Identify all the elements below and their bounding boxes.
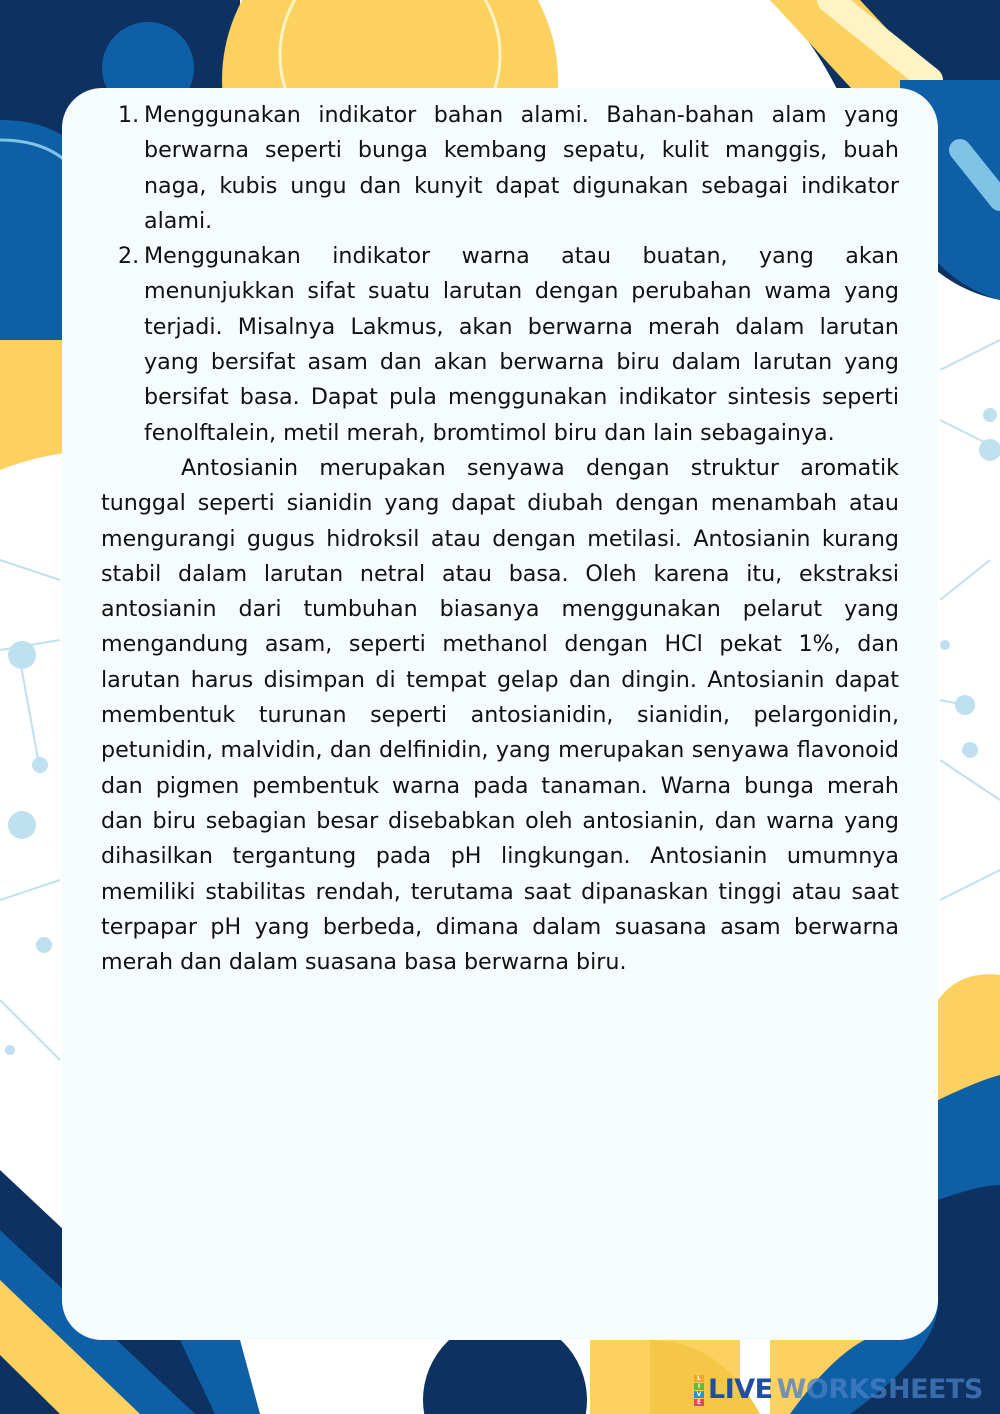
watermark-live: LIVE [708,1374,773,1405]
liveworksheets-watermark [694,1374,983,1406]
list-number: 1. [118,102,140,128]
list-number: 2. [118,243,140,270]
list-item [101,98,899,239]
document-body [101,98,899,980]
antosianin-paragraph: Antosianin merupakan senyawa dengan struktur aromatik tunggal seperti sianidin yang dapat diubah dengan menambah atau mengurangi gugus hidroksil atau dengan metilasi. Antosianin kurang stabil dalam larutan netral atau basa. Oleh karena itu, ekstraksi antosianin dari tumbuhan biasanya menggunakan pelarut yang mengandung asam, seperti methanol dengan HCl pekat 1%, dan larutan harus disimpan di tempat gelap dan dingin. Antosianin dapat membentuk turunan seperti antosianidin, sianidin, pelargonidin, petunidin, malvidin, dan delfinidin, yang merupakan senyawa flavonoid dan pigmen pembentuk warna pada tanaman. Warna bunga merah dan biru sebagian besar disebabkan oleh antosianin, dan warna yang dihasilkan tergantung pada pH lingkungan. Antosianin umumnya memiliki stabilitas rendah, terutama saat dipanaskan tinggi atau saat terpapar pH yang berbeda, dimana dalam suasana asam berwarna merah dan dalam suasana basa berwarna biru. [101,454,899,976]
list-item [101,239,899,451]
watermark-worksheets: WORKSHEETS [776,1374,983,1405]
indicator-list [101,98,899,451]
list-text: Menggunakan indikator bahan alami. Bahan-bahan alam yang berwarna seperti bunga kembang sepatu, kulit manggis, buah naga, kubis ungu dan kunyit dapat digunakan sebagai indikator alami. [144,102,899,234]
watermark-logo-icon: L I V E [694,1375,704,1406]
list-text: Menggunakan indikator warna atau buatan, yang akan menunjukkan sifat suatu larutan dengan perubahan wama yang terjadi. Misalnya Lakmus, akan berwarna merah dalam larutan yang bersifat asam dan akan berwarna biru dalam larutan yang bersifat basa. Dapat pula menggunakan indikator sintesis seperti fenolftalein, metil merah, bromtimol biru dan lain sebagainya. [144,243,899,446]
